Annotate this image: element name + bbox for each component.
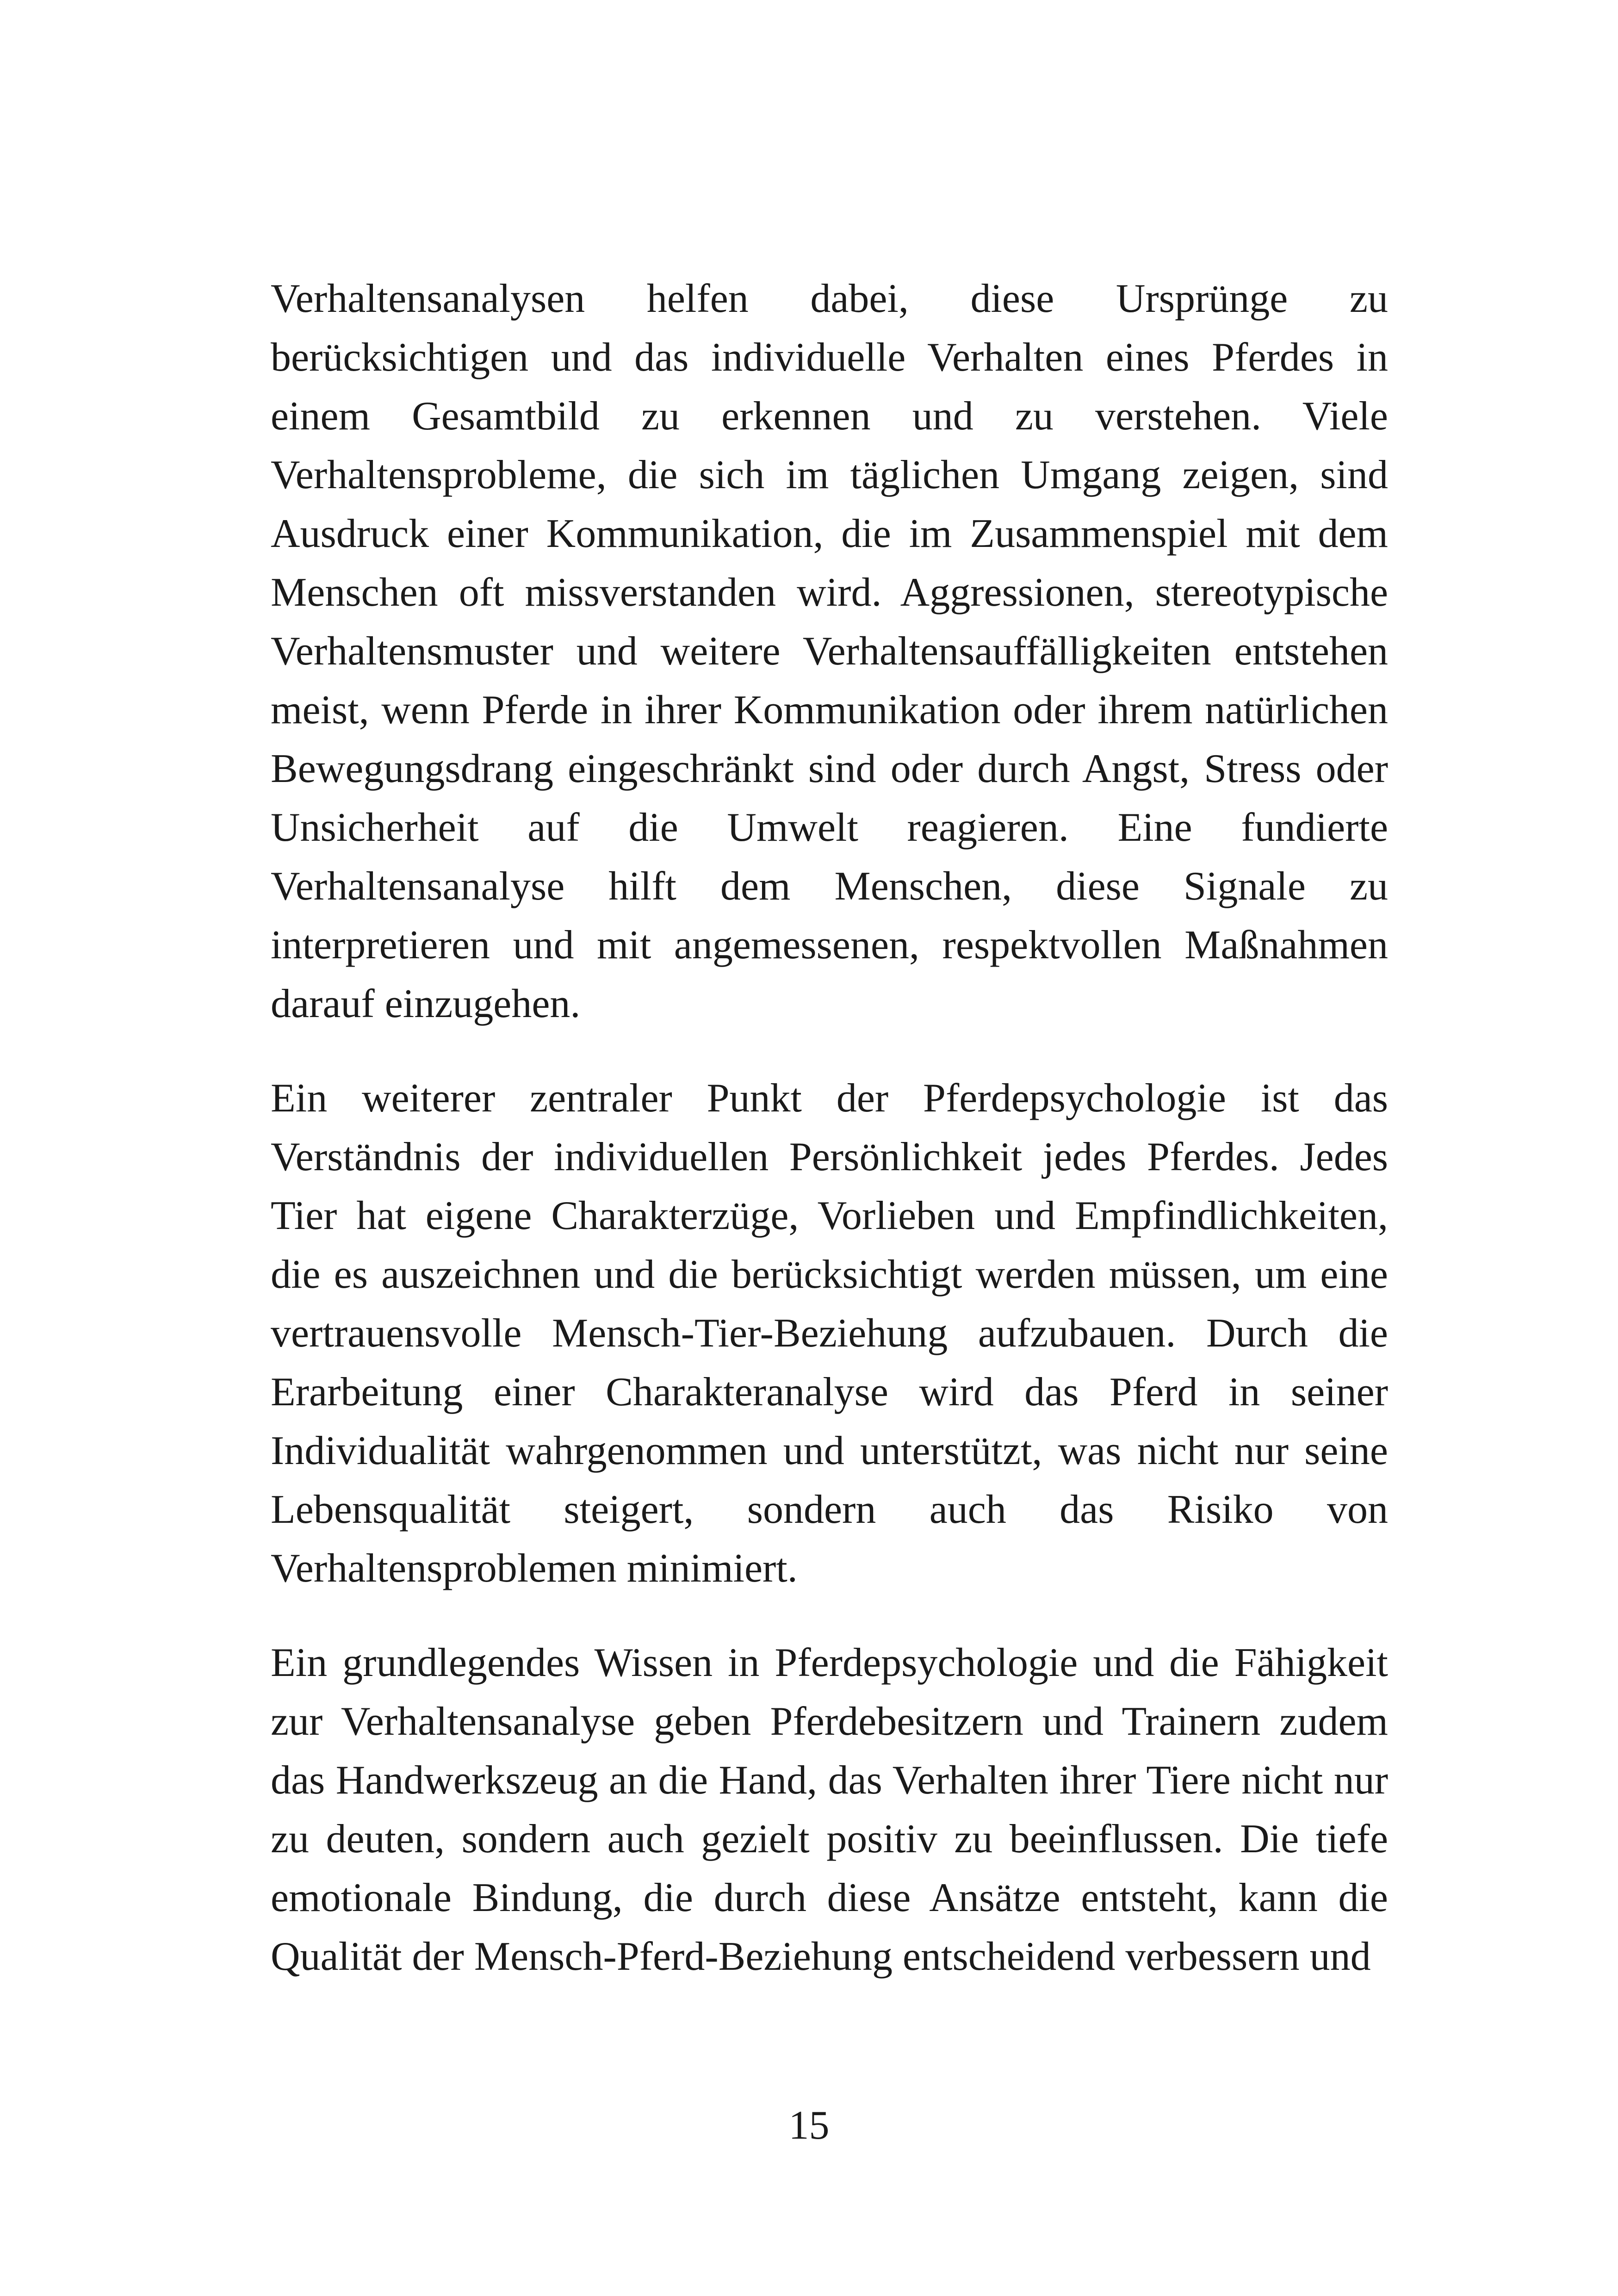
paragraph-1: Verhaltensanalysen helfen dabei, diese Ursprünge zu berücksichtigen und das individuelle Verhalten eines Pferdes in einem Gesamtbild zu erkennen und zu verstehen. Viele Verhaltensprobleme, die sich im täglichen Umgang zeigen, sind Ausdruck einer Kommunikation, die im Zusammenspiel mit dem Menschen oft missverstanden wird. Aggressionen, stereotypische Verhaltensmuster und weitere Verhaltensauffälligkeiten entstehen meist, wenn Pferde in ihrer Kommunikation oder ihrem natürlichen Bewegungsdrang eingeschränkt sind oder durch Angst, Stress oder Unsicherheit auf die Umwelt reagieren. Eine fundierte Verhaltensanalyse hilft dem Menschen, diese Signale zu interpretieren und mit angemessenen, respektvollen Maßnahmen darauf einzugehen. xyxy=(271,276,1388,1026)
paragraph-2: Ein weiterer zentraler Punkt der Pferdepsychologie ist das Verständnis der individuellen Persönlichkeit jedes Pferdes. Jedes Tier hat eigene Charakterzüge, Vorlieben und Empfindlichkeiten, die es auszeichnen und die berücksichtigt werden müssen, um eine vertrauensvolle Mensch-Tier-Beziehung aufzubauen. Durch die Erarbeitung einer Charakteranalyse wird das Pferd in seiner Individualität wahrgenommen und unterstützt, was nicht nur seine Lebensqualität steigert, sondern auch das Risiko von Verhaltensproblemen minimiert. xyxy=(271,1076,1388,1591)
page-number: 15 xyxy=(788,2103,830,2148)
body-text xyxy=(271,269,1388,1986)
paragraph-3: Ein grundlegendes Wissen in Pferdepsychologie und die Fähigkeit zur Verhaltensanalyse geben Pferdebesitzern und Trainern zudem das Handwerkszeug an die Hand, das Verhalten ihrer Tiere nicht nur zu deuten, sondern auch gezielt positiv zu beeinflussen. Die tiefe emotionale Bindung, die durch diese Ansätze entsteht, kann die Qualität der Mensch-Pferd-Beziehung entscheidend verbessern und xyxy=(271,1640,1388,1979)
